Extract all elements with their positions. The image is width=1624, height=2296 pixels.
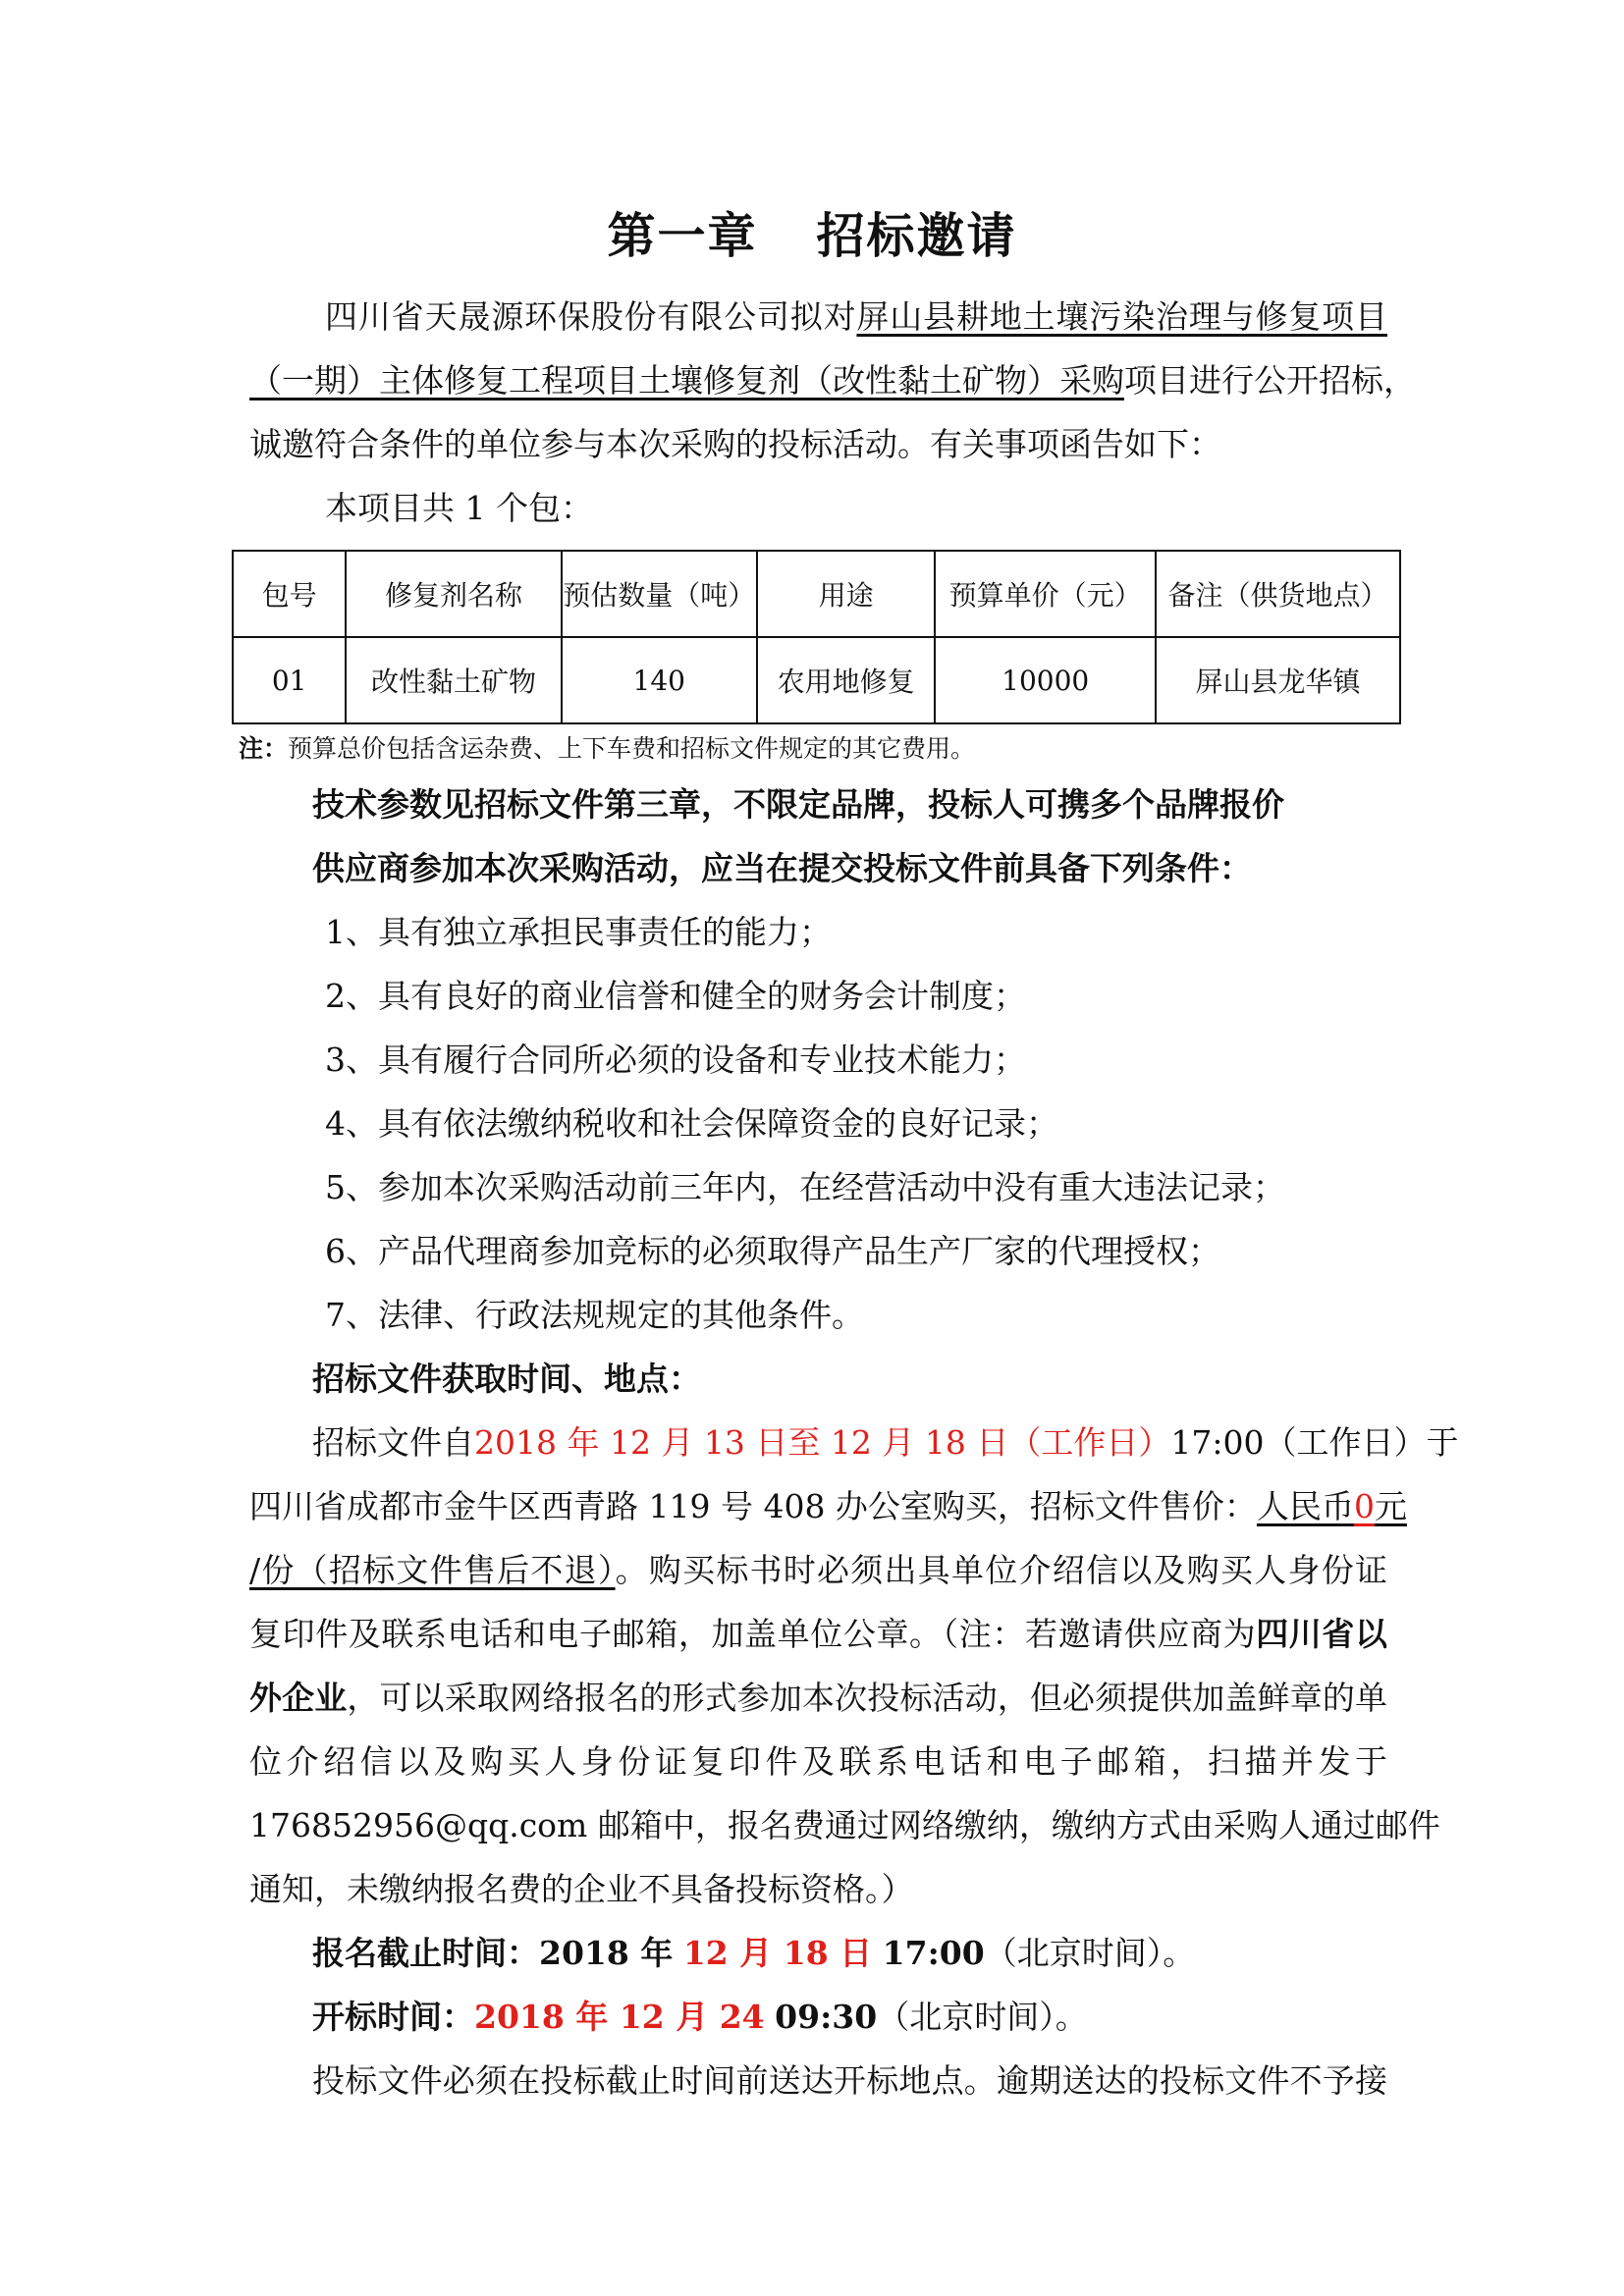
cell-usage: 农用地修复 [757,637,936,723]
header-agent-name: 修复剂名称 [346,551,561,637]
registration-deadline: 报名截止时间：2018 年 12 月 18 日 17:00（北京时间）。 [312,1934,1196,1972]
condition-item: 4、具有依法缴纳税收和社会保障资金的良好记录； [325,1104,1058,1143]
cell-package-no: 01 [233,637,346,723]
header-package-no: 包号 [233,551,346,637]
acquisition-line-8: 通知，未缴纳报名费的企业不具备投标资格。） [249,1870,914,1908]
cell-remarks: 屏山县龙华镇 [1156,637,1400,723]
acquisition-dates: 2018 年 12 月 13 日至 12 月 18 日（工作日） [474,1423,1171,1462]
acquisition-line-2: 四川省成都市金牛区西青路 119 号 408 办公室购买，招标文件售价：人民币0元 [249,1487,1407,1525]
acquisition-line-3: /份（招标文件售后不退）。购买标书时必须出具单位介绍信以及购买人身份证 [249,1551,1387,1589]
table-row [233,637,1400,723]
document-price: 0 [1353,1487,1375,1525]
header-quantity: 预估数量（吨） [562,551,757,637]
project-name-part1: 屏山县耕地土壤污染治理与修复项目 [856,297,1388,336]
project-name-part2: （一期）主体修复工程项目土壤修复剂（改性黏土矿物）采购 [249,361,1124,400]
header-usage: 用途 [757,551,936,637]
chapter-title [0,198,1624,267]
acquisition-line-5: 外企业，可以采取网络报名的形式参加本次投标活动，但必须提供加盖鲜章的单 [249,1679,1388,1717]
intro-line-3: 诚邀符合条件的单位参与本次采购的投标活动。有关事项函告如下： [249,425,1221,463]
acquisition-heading: 招标文件获取时间、地点： [312,1360,701,1398]
acquisition-line-4: 复印件及联系电话和电子邮箱，加盖单位公章。（注：若邀请供应商为四川省以 [249,1615,1388,1653]
condition-item: 5、参加本次采购活动前三年内，在经营活动中没有重大违法记录； [325,1168,1285,1206]
chapter-number: 第一章 [607,207,758,264]
condition-item: 3、具有履行合同所必须的设备和专业技术能力； [325,1041,1026,1079]
chapter-name: 招标邀请 [816,207,1017,264]
budget-note: 注：预算总价包括含运杂费、上下车费和招标文件规定的其它费用。 [239,734,976,763]
submission-note: 投标文件必须在投标截止时间前送达开标地点。逾期送达的投标文件不予接 [312,2061,1387,2100]
acquisition-line-6: 位介绍信以及购买人身份证复印件及联系电话和电子邮箱，扫描并发于 [249,1742,1387,1781]
condition-item: 6、产品代理商参加竞标的必须取得产品生产厂家的代理授权； [325,1232,1220,1270]
deadline-date: 12 月 18 日 [682,1934,873,1972]
opening-date: 2018 年 12 月 24 [474,1998,765,2036]
condition-item: 1、具有独立承担民事责任的能力； [325,913,832,951]
bid-opening-time: 开标时间：2018 年 12 月 24 09:30（北京时间）。 [312,1998,1088,2036]
opening-time: 09:30 [775,1998,878,2036]
acquisition-line-7: 176852956@qq.com 邮箱中，报名费通过网络缴纳，缴纳方式由采购人通过邮件 [249,1806,1440,1844]
acquisition-line-1: 招标文件自2018 年 12 月 13 日至 12 月 18 日（工作日）17:00（工作日）于 [312,1423,1459,1462]
cell-unit-price: 10000 [935,637,1156,723]
condition-item: 7、法律、行政法规规定的其他条件。 [325,1296,864,1334]
conditions-heading: 供应商参加本次采购活动，应当在提交投标文件前具备下列条件： [312,849,1252,887]
header-unit-price: 预算单价（元） [935,551,1156,637]
cell-quantity: 140 [562,637,757,723]
header-remarks: 备注（供货地点） [1156,551,1400,637]
package-table [232,550,1401,724]
opening-label: 开标时间： [312,1998,474,2036]
deadline-time: 17:00 [882,1934,985,1972]
note-label: 注： [239,734,289,763]
cell-agent-name: 改性黏土矿物 [346,637,561,723]
intro-line-2: （一期）主体修复工程项目土壤修复剂（改性黏土矿物）采购项目进行公开招标， [249,361,1416,400]
tech-params: 技术参数见招标文件第三章，不限定品牌，投标人可携多个品牌报价 [312,785,1284,824]
deadline-label: 报名截止时间： [312,1934,539,1972]
intro-line-1: 四川省天晟源环保股份有限公司拟对屏山县耕地土壤污染治理与修复项目 [325,297,1388,336]
table-header-row [233,551,1400,637]
condition-item: 2、具有良好的商业信誉和健全的财务会计制度； [325,977,1026,1015]
package-count: 本项目共 1 个包： [325,489,593,527]
